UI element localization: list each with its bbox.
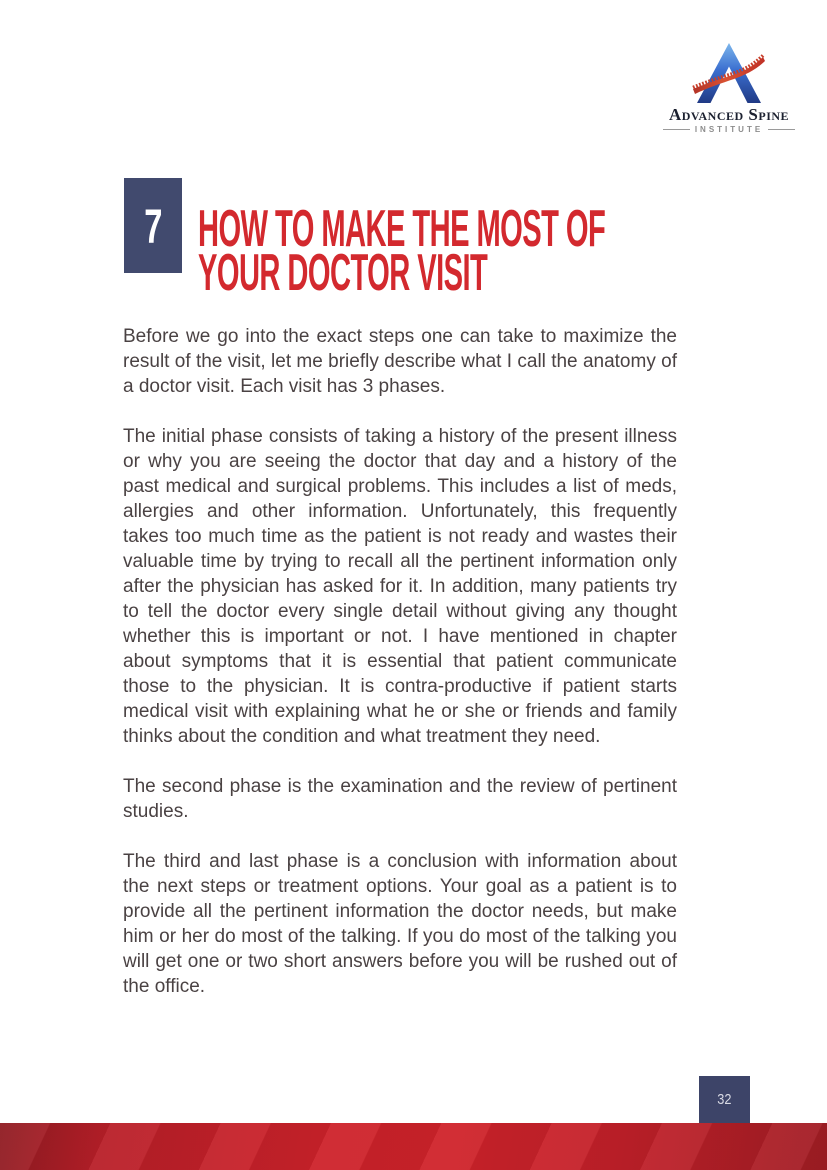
chapter-number: 7	[143, 201, 163, 254]
logo-rule-right	[768, 129, 795, 130]
logo-name: Advanced Spine	[668, 105, 790, 124]
logo-letter-a	[697, 43, 761, 103]
chapter-title-line-2: YOUR DOCTOR VISIT	[198, 244, 488, 302]
paragraph-1: Before we go into the exact steps one can take to maximize the result of the visit, let me briefly describe what I call the anatomy of a doctor visit. Each visit has 3 phases.	[123, 326, 677, 397]
page-number: 32	[717, 1091, 732, 1108]
page-number-box	[699, 1076, 750, 1123]
chapter-title-line-1: HOW TO MAKE THE MOST OF	[198, 200, 606, 258]
logo-a-spine-icon	[691, 42, 767, 104]
logo-subtitle: INSTITUTE	[694, 125, 764, 134]
chapter-title	[198, 200, 606, 302]
paragraph-3: The second phase is the examination and the review of pertinent studies.	[123, 776, 677, 822]
paragraph-2: The initial phase consists of taking a history of the present illness or why you are seeing the doctor that day and a history of the past medical and surgical problems. This includes a list of meds, allergies and other information. Unfortunately, this frequently takes too much time as the patient is not ready and wastes their valuable time by trying to recall all the pertinent information only after the physician has asked for it. In addition, many patients try to tell the doctor every single detail without giving any thought whether this is important or not. I have mentioned in chapter about symptoms that it is essential that patient communicate those to the physician. It is contra-productive if patient starts medical visit with explaining what he or she or friends and family thinks about the condition and what treatment they need.	[123, 426, 677, 747]
logo-rule-left	[663, 129, 690, 130]
chapter-number-box	[124, 178, 182, 273]
paragraph-4: The third and last phase is a conclusion with information about the next steps or treatment options. Your goal as a patient is to provide all the pertinent information the doctor needs, but make him or her do most of the talking. If you do most of the talking you will get one or two short answers before you will be rushed out of the office.	[123, 851, 677, 997]
footer-accent-bar	[0, 1123, 827, 1170]
advanced-spine-logo	[655, 42, 803, 134]
logo-subtitle-row	[655, 125, 803, 134]
body-text	[123, 324, 677, 1024]
